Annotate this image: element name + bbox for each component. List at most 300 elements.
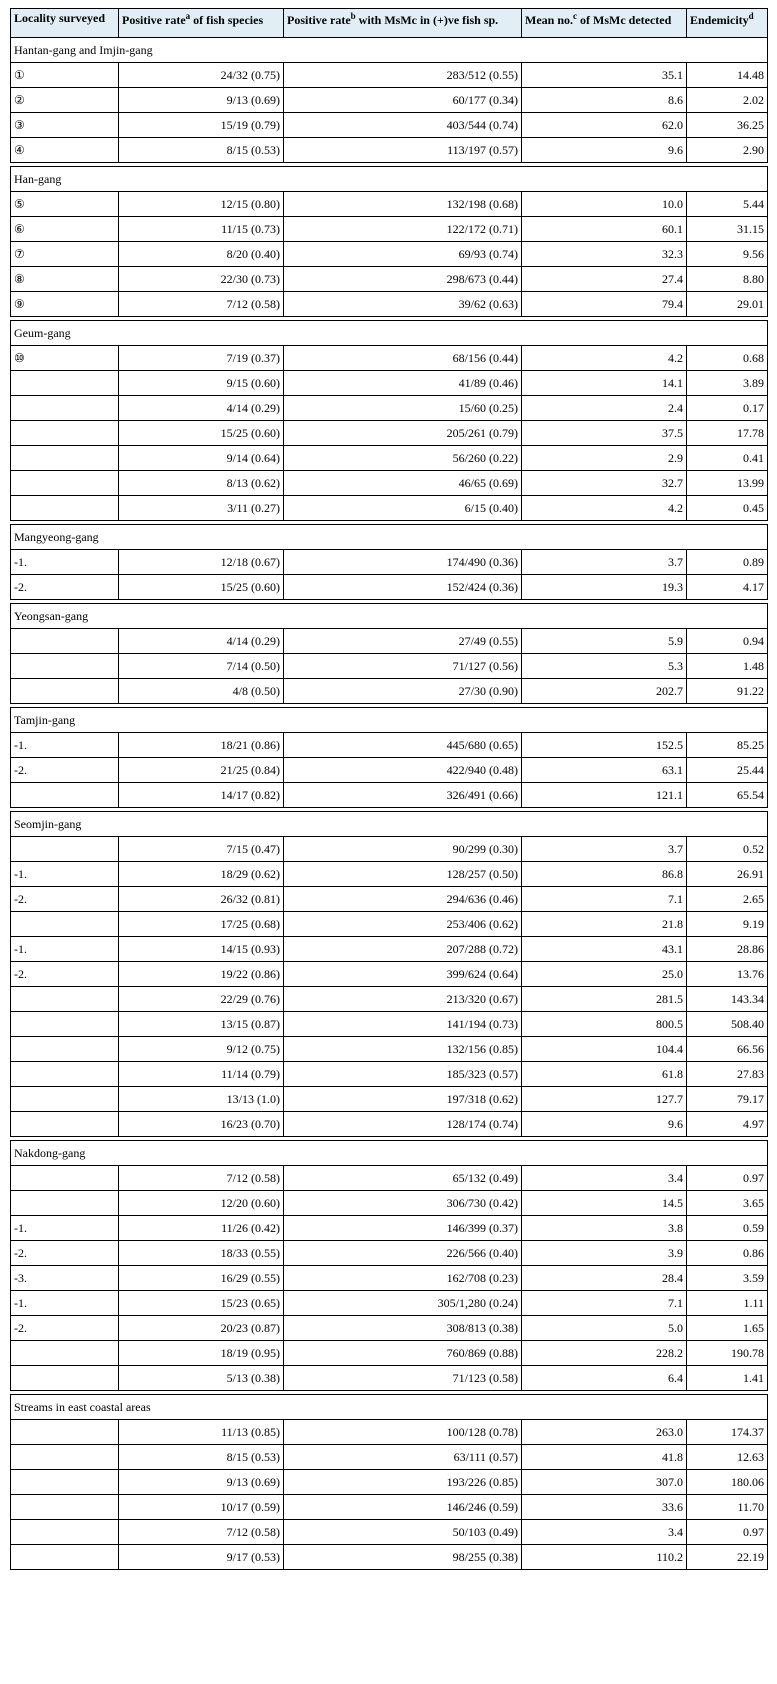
cell-positive-rate-msmc: 185/323 (0.57) (284, 1062, 522, 1087)
cell-mean-no: 2.4 (522, 396, 687, 421)
cell-endemicity: 1.65 (687, 1316, 768, 1341)
cell-positive-rate-msmc: 46/65 (0.69) (284, 471, 522, 496)
cell-locality (11, 1366, 119, 1391)
cell-positive-rate-msmc: 306/730 (0.42) (284, 1191, 522, 1216)
cell-locality: ⑩ (11, 346, 119, 371)
cell-positive-rate-msmc: 63/111 (0.57) (284, 1445, 522, 1470)
cell-positive-rate-fish: 15/19 (0.79) (119, 113, 284, 138)
group-title: Hantan-gang and Imjin-gang (11, 38, 768, 63)
cell-locality: -2. (11, 1316, 119, 1341)
cell-positive-rate-msmc: 226/566 (0.40) (284, 1241, 522, 1266)
cell-endemicity: 0.41 (687, 446, 768, 471)
cell-mean-no: 25.0 (522, 962, 687, 987)
cell-locality: -1. (11, 1291, 119, 1316)
cell-locality: -1. (11, 1216, 119, 1241)
table-body (11, 38, 768, 1570)
cell-positive-rate-msmc: 39/62 (0.63) (284, 292, 522, 317)
cell-locality: ③ (11, 113, 119, 138)
cell-locality (11, 446, 119, 471)
cell-positive-rate-msmc: 128/257 (0.50) (284, 862, 522, 887)
cell-endemicity: 0.52 (687, 837, 768, 862)
group-title: Mangyeong-gang (11, 525, 768, 550)
cell-positive-rate-msmc: 162/708 (0.23) (284, 1266, 522, 1291)
data-table (10, 8, 768, 1570)
cell-locality (11, 1341, 119, 1366)
cell-positive-rate-msmc: 68/156 (0.44) (284, 346, 522, 371)
table-row (11, 575, 768, 600)
table-row (11, 1291, 768, 1316)
cell-locality: -1. (11, 550, 119, 575)
cell-positive-rate-msmc: 141/194 (0.73) (284, 1012, 522, 1037)
cell-positive-rate-fish: 9/12 (0.75) (119, 1037, 284, 1062)
cell-positive-rate-msmc: 308/813 (0.38) (284, 1316, 522, 1341)
cell-endemicity: 91.22 (687, 679, 768, 704)
cell-positive-rate-fish: 26/32 (0.81) (119, 887, 284, 912)
cell-positive-rate-msmc: 71/127 (0.56) (284, 654, 522, 679)
cell-locality (11, 1545, 119, 1570)
cell-mean-no: 60.1 (522, 217, 687, 242)
cell-positive-rate-fish: 8/15 (0.53) (119, 1445, 284, 1470)
table-row (11, 550, 768, 575)
cell-positive-rate-fish: 3/11 (0.27) (119, 496, 284, 521)
table-row (11, 113, 768, 138)
header-endemicity: Endemicity$^d$ (687, 9, 768, 38)
cell-positive-rate-fish: 7/12 (0.58) (119, 1520, 284, 1545)
table-header (11, 9, 768, 38)
table-row (11, 1495, 768, 1520)
table-row (11, 629, 768, 654)
cell-mean-no: 5.3 (522, 654, 687, 679)
cell-positive-rate-fish: 21/25 (0.84) (119, 758, 284, 783)
cell-positive-rate-msmc: 174/490 (0.36) (284, 550, 522, 575)
cell-positive-rate-fish: 9/13 (0.69) (119, 1470, 284, 1495)
group-header-row (11, 812, 768, 837)
cell-positive-rate-fish: 24/32 (0.75) (119, 63, 284, 88)
table-row (11, 1112, 768, 1137)
cell-positive-rate-msmc: 298/673 (0.44) (284, 267, 522, 292)
cell-positive-rate-msmc: 122/172 (0.71) (284, 217, 522, 242)
cell-endemicity: 190.78 (687, 1341, 768, 1366)
cell-positive-rate-msmc: 445/680 (0.65) (284, 733, 522, 758)
cell-locality (11, 496, 119, 521)
cell-positive-rate-fish: 18/29 (0.62) (119, 862, 284, 887)
table-row (11, 1470, 768, 1495)
cell-positive-rate-fish: 7/14 (0.50) (119, 654, 284, 679)
table-row (11, 758, 768, 783)
cell-positive-rate-msmc: 760/869 (0.88) (284, 1341, 522, 1366)
cell-endemicity: 17.78 (687, 421, 768, 446)
cell-positive-rate-fish: 4/8 (0.50) (119, 679, 284, 704)
table-row (11, 912, 768, 937)
cell-positive-rate-fish: 16/23 (0.70) (119, 1112, 284, 1137)
cell-positive-rate-msmc: 65/132 (0.49) (284, 1166, 522, 1191)
table-row (11, 1520, 768, 1545)
group-header-row (11, 604, 768, 629)
cell-mean-no: 21.8 (522, 912, 687, 937)
group-title: Geum-gang (11, 321, 768, 346)
cell-positive-rate-msmc: 326/491 (0.66) (284, 783, 522, 808)
cell-endemicity: 1.11 (687, 1291, 768, 1316)
cell-positive-rate-fish: 7/12 (0.58) (119, 292, 284, 317)
group-title: Yeongsan-gang (11, 604, 768, 629)
cell-positive-rate-msmc: 132/198 (0.68) (284, 192, 522, 217)
table-row (11, 63, 768, 88)
cell-endemicity: 3.59 (687, 1266, 768, 1291)
cell-locality: -1. (11, 733, 119, 758)
table-row (11, 1445, 768, 1470)
group-title: Han-gang (11, 167, 768, 192)
table-row (11, 242, 768, 267)
cell-mean-no: 8.6 (522, 88, 687, 113)
cell-mean-no: 10.0 (522, 192, 687, 217)
cell-positive-rate-msmc: 90/299 (0.30) (284, 837, 522, 862)
cell-mean-no: 7.1 (522, 1291, 687, 1316)
cell-mean-no: 202.7 (522, 679, 687, 704)
cell-locality: ② (11, 88, 119, 113)
cell-endemicity: 27.83 (687, 1062, 768, 1087)
cell-locality (11, 912, 119, 937)
cell-positive-rate-msmc: 100/128 (0.78) (284, 1420, 522, 1445)
cell-positive-rate-msmc: 128/174 (0.74) (284, 1112, 522, 1137)
cell-locality (11, 783, 119, 808)
cell-endemicity: 79.17 (687, 1087, 768, 1112)
cell-positive-rate-msmc: 27/49 (0.55) (284, 629, 522, 654)
cell-mean-no: 228.2 (522, 1341, 687, 1366)
cell-positive-rate-fish: 9/14 (0.64) (119, 446, 284, 471)
table-row (11, 346, 768, 371)
cell-positive-rate-msmc: 56/260 (0.22) (284, 446, 522, 471)
cell-endemicity: 9.19 (687, 912, 768, 937)
cell-mean-no: 104.4 (522, 1037, 687, 1062)
group-header-row (11, 167, 768, 192)
table-container (10, 8, 767, 1570)
table-row (11, 471, 768, 496)
cell-endemicity: 14.48 (687, 63, 768, 88)
table-row (11, 654, 768, 679)
cell-locality (11, 396, 119, 421)
cell-positive-rate-fish: 13/15 (0.87) (119, 1012, 284, 1037)
cell-positive-rate-fish: 11/26 (0.42) (119, 1216, 284, 1241)
cell-mean-no: 2.9 (522, 446, 687, 471)
table-row (11, 987, 768, 1012)
cell-locality: -2. (11, 758, 119, 783)
cell-locality: -3. (11, 1266, 119, 1291)
cell-positive-rate-fish: 8/13 (0.62) (119, 471, 284, 496)
cell-endemicity: 29.01 (687, 292, 768, 317)
cell-locality (11, 421, 119, 446)
cell-positive-rate-fish: 11/15 (0.73) (119, 217, 284, 242)
cell-mean-no: 63.1 (522, 758, 687, 783)
cell-endemicity: 5.44 (687, 192, 768, 217)
cell-positive-rate-msmc: 305/1,280 (0.24) (284, 1291, 522, 1316)
group-header-row (11, 38, 768, 63)
cell-positive-rate-fish: 4/14 (0.29) (119, 629, 284, 654)
table-row (11, 192, 768, 217)
cell-locality (11, 987, 119, 1012)
table-row (11, 1341, 768, 1366)
cell-positive-rate-fish: 15/23 (0.65) (119, 1291, 284, 1316)
cell-endemicity: 22.19 (687, 1545, 768, 1570)
cell-endemicity: 174.37 (687, 1420, 768, 1445)
cell-mean-no: 37.5 (522, 421, 687, 446)
cell-endemicity: 9.56 (687, 242, 768, 267)
table-row (11, 1420, 768, 1445)
cell-positive-rate-fish: 16/29 (0.55) (119, 1266, 284, 1291)
cell-positive-rate-fish: 15/25 (0.60) (119, 421, 284, 446)
cell-endemicity: 1.41 (687, 1366, 768, 1391)
cell-positive-rate-fish: 12/18 (0.67) (119, 550, 284, 575)
cell-endemicity: 3.65 (687, 1191, 768, 1216)
cell-mean-no: 33.6 (522, 1495, 687, 1520)
cell-mean-no: 7.1 (522, 887, 687, 912)
cell-locality: ⑦ (11, 242, 119, 267)
cell-mean-no: 14.5 (522, 1191, 687, 1216)
cell-locality (11, 837, 119, 862)
cell-locality (11, 629, 119, 654)
cell-locality (11, 1037, 119, 1062)
cell-positive-rate-fish: 5/13 (0.38) (119, 1366, 284, 1391)
cell-mean-no: 3.7 (522, 837, 687, 862)
cell-mean-no: 43.1 (522, 937, 687, 962)
cell-mean-no: 6.4 (522, 1366, 687, 1391)
table-row (11, 862, 768, 887)
table-row (11, 496, 768, 521)
cell-positive-rate-fish: 4/14 (0.29) (119, 396, 284, 421)
cell-mean-no: 14.1 (522, 371, 687, 396)
table-row (11, 783, 768, 808)
cell-locality (11, 1495, 119, 1520)
cell-positive-rate-fish: 12/20 (0.60) (119, 1191, 284, 1216)
table-row (11, 421, 768, 446)
cell-mean-no: 9.6 (522, 1112, 687, 1137)
cell-endemicity: 66.56 (687, 1037, 768, 1062)
table-row (11, 1366, 768, 1391)
group-header-row (11, 1395, 768, 1420)
cell-positive-rate-msmc: 15/60 (0.25) (284, 396, 522, 421)
group-header-row (11, 525, 768, 550)
cell-endemicity: 0.68 (687, 346, 768, 371)
cell-positive-rate-fish: 7/19 (0.37) (119, 346, 284, 371)
cell-mean-no: 35.1 (522, 63, 687, 88)
cell-endemicity: 0.17 (687, 396, 768, 421)
cell-endemicity: 25.44 (687, 758, 768, 783)
cell-mean-no: 3.4 (522, 1166, 687, 1191)
cell-mean-no: 307.0 (522, 1470, 687, 1495)
cell-positive-rate-msmc: 283/512 (0.55) (284, 63, 522, 88)
cell-positive-rate-msmc: 213/320 (0.67) (284, 987, 522, 1012)
cell-endemicity: 0.97 (687, 1520, 768, 1545)
cell-positive-rate-fish: 13/13 (1.0) (119, 1087, 284, 1112)
cell-locality: -2. (11, 887, 119, 912)
table-row (11, 962, 768, 987)
cell-mean-no: 3.7 (522, 550, 687, 575)
table-row (11, 396, 768, 421)
cell-positive-rate-fish: 14/15 (0.93) (119, 937, 284, 962)
cell-endemicity: 4.97 (687, 1112, 768, 1137)
cell-mean-no: 110.2 (522, 1545, 687, 1570)
cell-locality (11, 371, 119, 396)
cell-positive-rate-msmc: 399/624 (0.64) (284, 962, 522, 987)
cell-mean-no: 9.6 (522, 138, 687, 163)
cell-endemicity: 13.76 (687, 962, 768, 987)
cell-mean-no: 281.5 (522, 987, 687, 1012)
cell-endemicity: 26.91 (687, 862, 768, 887)
cell-mean-no: 127.7 (522, 1087, 687, 1112)
cell-locality (11, 1191, 119, 1216)
cell-locality: -2. (11, 1241, 119, 1266)
cell-positive-rate-msmc: 146/399 (0.37) (284, 1216, 522, 1241)
cell-locality (11, 654, 119, 679)
cell-endemicity: 0.89 (687, 550, 768, 575)
cell-mean-no: 5.9 (522, 629, 687, 654)
cell-mean-no: 263.0 (522, 1420, 687, 1445)
table-row (11, 1166, 768, 1191)
cell-mean-no: 61.8 (522, 1062, 687, 1087)
cell-endemicity: 12.63 (687, 1445, 768, 1470)
table-row (11, 217, 768, 242)
table-row (11, 887, 768, 912)
cell-endemicity: 3.89 (687, 371, 768, 396)
cell-positive-rate-msmc: 152/424 (0.36) (284, 575, 522, 600)
cell-positive-rate-fish: 8/15 (0.53) (119, 138, 284, 163)
cell-mean-no: 5.0 (522, 1316, 687, 1341)
table-row (11, 1087, 768, 1112)
cell-locality: -2. (11, 962, 119, 987)
cell-positive-rate-msmc: 422/940 (0.48) (284, 758, 522, 783)
cell-positive-rate-fish: 9/15 (0.60) (119, 371, 284, 396)
cell-positive-rate-fish: 10/17 (0.59) (119, 1495, 284, 1520)
cell-positive-rate-fish: 20/23 (0.87) (119, 1316, 284, 1341)
cell-locality: ① (11, 63, 119, 88)
cell-positive-rate-fish: 12/15 (0.80) (119, 192, 284, 217)
cell-positive-rate-msmc: 98/255 (0.38) (284, 1545, 522, 1570)
cell-locality (11, 1445, 119, 1470)
cell-mean-no: 3.4 (522, 1520, 687, 1545)
cell-positive-rate-msmc: 193/226 (0.85) (284, 1470, 522, 1495)
table-row (11, 1266, 768, 1291)
cell-endemicity: 8.80 (687, 267, 768, 292)
table-row (11, 1316, 768, 1341)
cell-locality: -2. (11, 575, 119, 600)
cell-mean-no: 62.0 (522, 113, 687, 138)
table-row (11, 1191, 768, 1216)
cell-positive-rate-msmc: 146/246 (0.59) (284, 1495, 522, 1520)
header-mean-no: Mean no.$^c$ of MsMc detected (522, 9, 687, 38)
table-row (11, 1241, 768, 1266)
cell-endemicity: 180.06 (687, 1470, 768, 1495)
group-title: Nakdong-gang (11, 1141, 768, 1166)
cell-positive-rate-msmc: 207/288 (0.72) (284, 937, 522, 962)
cell-endemicity: 0.45 (687, 496, 768, 521)
cell-positive-rate-fish: 19/22 (0.86) (119, 962, 284, 987)
cell-positive-rate-msmc: 253/406 (0.62) (284, 912, 522, 937)
table-row (11, 292, 768, 317)
cell-endemicity: 143.34 (687, 987, 768, 1012)
cell-locality (11, 1087, 119, 1112)
cell-locality: ⑨ (11, 292, 119, 317)
cell-mean-no: 4.2 (522, 346, 687, 371)
cell-positive-rate-msmc: 6/15 (0.40) (284, 496, 522, 521)
cell-positive-rate-msmc: 60/177 (0.34) (284, 88, 522, 113)
cell-positive-rate-fish: 15/25 (0.60) (119, 575, 284, 600)
cell-mean-no: 3.9 (522, 1241, 687, 1266)
table-row (11, 937, 768, 962)
cell-locality (11, 1420, 119, 1445)
group-title: Seomjin-gang (11, 812, 768, 837)
cell-endemicity: 0.94 (687, 629, 768, 654)
group-header-row (11, 321, 768, 346)
table-row (11, 1545, 768, 1570)
cell-positive-rate-msmc: 69/93 (0.74) (284, 242, 522, 267)
cell-endemicity: 31.15 (687, 217, 768, 242)
cell-positive-rate-fish: 7/15 (0.47) (119, 837, 284, 862)
cell-positive-rate-fish: 7/12 (0.58) (119, 1166, 284, 1191)
cell-endemicity: 4.17 (687, 575, 768, 600)
cell-mean-no: 152.5 (522, 733, 687, 758)
cell-locality: ⑧ (11, 267, 119, 292)
cell-endemicity: 2.02 (687, 88, 768, 113)
cell-locality (11, 471, 119, 496)
cell-locality (11, 1470, 119, 1495)
cell-mean-no: 32.3 (522, 242, 687, 267)
cell-mean-no: 800.5 (522, 1012, 687, 1037)
cell-mean-no: 28.4 (522, 1266, 687, 1291)
cell-positive-rate-fish: 11/13 (0.85) (119, 1420, 284, 1445)
cell-positive-rate-msmc: 27/30 (0.90) (284, 679, 522, 704)
cell-mean-no: 19.3 (522, 575, 687, 600)
cell-locality: ⑤ (11, 192, 119, 217)
cell-positive-rate-msmc: 197/318 (0.62) (284, 1087, 522, 1112)
cell-mean-no: 79.4 (522, 292, 687, 317)
group-header-row (11, 708, 768, 733)
cell-positive-rate-msmc: 403/544 (0.74) (284, 113, 522, 138)
cell-positive-rate-fish: 9/17 (0.53) (119, 1545, 284, 1570)
cell-endemicity: 508.40 (687, 1012, 768, 1037)
table-row (11, 267, 768, 292)
cell-positive-rate-msmc: 41/89 (0.46) (284, 371, 522, 396)
cell-locality (11, 1012, 119, 1037)
table-row (11, 446, 768, 471)
cell-positive-rate-fish: 18/33 (0.55) (119, 1241, 284, 1266)
cell-positive-rate-msmc: 294/636 (0.46) (284, 887, 522, 912)
cell-endemicity: 0.86 (687, 1241, 768, 1266)
cell-locality (11, 1062, 119, 1087)
cell-endemicity: 1.48 (687, 654, 768, 679)
cell-positive-rate-fish: 22/29 (0.76) (119, 987, 284, 1012)
table-row (11, 138, 768, 163)
group-title: Streams in east coastal areas (11, 1395, 768, 1420)
cell-endemicity: 65.54 (687, 783, 768, 808)
header-positive-rate-fish: Positive rate$^a$ of fish species (119, 9, 284, 38)
cell-endemicity: 0.97 (687, 1166, 768, 1191)
cell-mean-no: 32.7 (522, 471, 687, 496)
cell-endemicity: 0.59 (687, 1216, 768, 1241)
cell-locality: ⑥ (11, 217, 119, 242)
header-locality: Locality surveyed (11, 9, 119, 38)
cell-endemicity: 85.25 (687, 733, 768, 758)
cell-positive-rate-fish: 17/25 (0.68) (119, 912, 284, 937)
cell-positive-rate-fish: 18/21 (0.86) (119, 733, 284, 758)
table-row (11, 1037, 768, 1062)
table-row (11, 837, 768, 862)
table-row (11, 679, 768, 704)
cell-positive-rate-fish: 8/20 (0.40) (119, 242, 284, 267)
cell-endemicity: 28.86 (687, 937, 768, 962)
cell-locality: -1. (11, 862, 119, 887)
cell-positive-rate-fish: 9/13 (0.69) (119, 88, 284, 113)
cell-positive-rate-fish: 11/14 (0.79) (119, 1062, 284, 1087)
cell-positive-rate-msmc: 132/156 (0.85) (284, 1037, 522, 1062)
